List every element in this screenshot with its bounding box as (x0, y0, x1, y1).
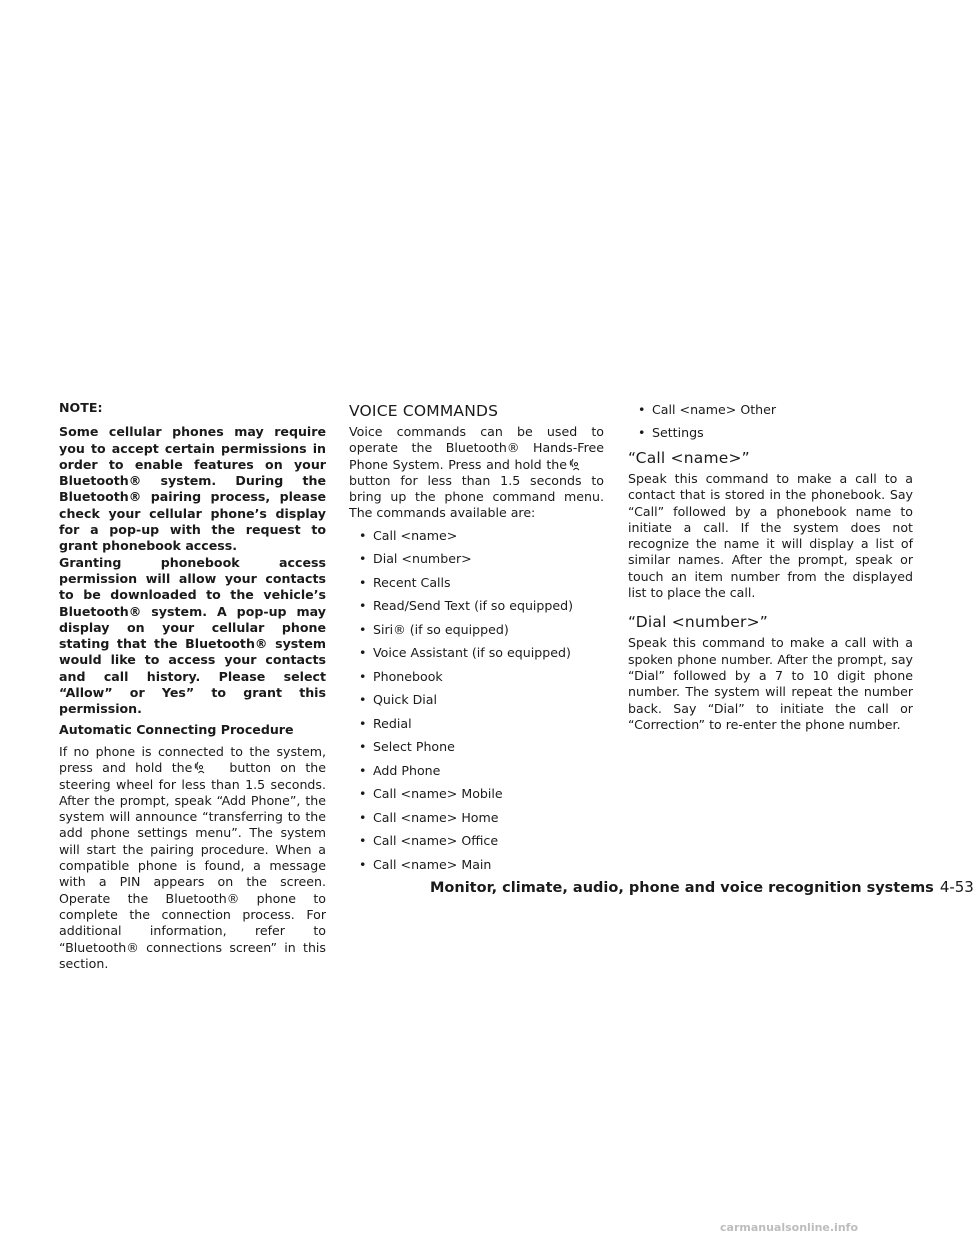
voice-command-label: Voice Assistant (if so equipped) (373, 645, 571, 661)
voice-command-item (638, 425, 913, 441)
voice-command-label: Read/Send Text (if so equipped) (373, 598, 574, 614)
intro-text-start: Voice commands can be used to operate the Bluetooth® Hands-Free Phone System. Press and hold the (349, 424, 604, 472)
voice-command-list-continued (628, 402, 913, 442)
page-footer (430, 877, 974, 896)
voice-command-item (359, 669, 604, 685)
bullet: • (359, 833, 367, 849)
page-number: 4-53 (939, 878, 974, 896)
voice-command-item (359, 763, 604, 779)
right-column (628, 400, 913, 733)
bullet: • (359, 621, 367, 637)
voice-command-item (359, 833, 604, 849)
dial-number-heading: “Dial <number>” (628, 613, 769, 632)
voice-command-item (359, 645, 604, 661)
voice-command-label: Call <name> Other (652, 402, 777, 417)
voice-command-label: Call <name> Mobile (373, 786, 503, 802)
voice-command-list (349, 528, 604, 873)
voice-command-label: Settings (652, 425, 704, 441)
bullet: • (359, 527, 367, 543)
voice-command-item (359, 810, 604, 826)
voice-command-item (359, 598, 604, 614)
voice-command-label: Dial <number> (373, 551, 472, 567)
bullet: • (359, 551, 367, 567)
bullet: • (359, 715, 367, 731)
voice-commands-heading: VOICE COMMANDS (349, 402, 499, 420)
voice-command-label: Call <name> Office (373, 833, 499, 849)
voice-command-item (359, 551, 604, 567)
voice-command-label: Call <name> Main (373, 856, 492, 872)
bullet: • (359, 574, 367, 590)
bullet: • (638, 402, 646, 417)
voice-talk-icon (568, 457, 582, 471)
voice-command-label: Siri® (if so equipped) (373, 621, 509, 637)
bullet: • (359, 762, 367, 778)
connecting-text-start: If no phone is connected to the system, press and hold the (59, 743, 326, 776)
voice-commands-intro (349, 424, 604, 522)
voice-command-label: Select Phone (373, 739, 455, 755)
voice-command-label: Phonebook (373, 668, 443, 684)
middle-column (349, 400, 604, 880)
voice-command-item (359, 857, 604, 873)
voice-command-item (359, 739, 604, 755)
bullet: • (359, 668, 367, 684)
bullet: • (359, 598, 367, 614)
watermark: carmanualsonline.info (720, 1221, 858, 1234)
voice-command-item (359, 786, 604, 802)
voice-command-label: Recent Calls (373, 574, 451, 590)
bullet: • (359, 692, 367, 708)
voice-command-label: Add Phone (373, 762, 441, 778)
call-name-text: Speak this command to make a call to a contact that is stored in the phonebook. Say “Call” followed by a phonebook name to initiate a call. If the system does not recognize the name it will display a list of similar names. After the prompt, speak or touch an item number from the displayed list to place the call. (628, 470, 913, 601)
intro-text-end: button for less than 1.5 seconds to bring up the phone command menu. The commands available are: (349, 472, 604, 521)
voice-command-item (359, 528, 604, 544)
call-name-heading: “Call <name>” (628, 448, 750, 467)
bullet: • (359, 856, 367, 872)
bullet: • (359, 809, 367, 825)
voice-command-item (359, 716, 604, 732)
voice-command-item (638, 402, 913, 418)
bullet: • (359, 739, 367, 755)
voice-command-label: Call <name> (373, 527, 458, 543)
voice-command-item (359, 692, 604, 708)
voice-command-label: Call <name> Home (373, 809, 499, 825)
voice-command-item (359, 575, 604, 591)
voice-command-label: Quick Dial (373, 692, 438, 708)
automatic-connecting-heading: Automatic Connecting Procedure (59, 721, 294, 737)
bullet: • (359, 645, 367, 661)
left-column (59, 400, 326, 972)
voice-command-item (359, 622, 604, 638)
voice-command-label: Redial (373, 715, 412, 731)
note-label: NOTE: (59, 400, 103, 415)
voice-talk-icon (193, 760, 207, 774)
automatic-connecting-text (59, 744, 326, 972)
note-permissions-text: Some cellular phones may require you to accept certain permissions in order to enable features on your Bluetooth® system. During the Bluetooth® pairing process, please check your cellular phone’s display for a pop-up with the request to grant phonebook access. (59, 424, 326, 554)
bullet: • (359, 786, 367, 802)
connecting-text-end: button on the steering wheel for less than 1.5 seconds. After the prompt, speak “Add Phone”, the system will announce “transferring to the add phone settings menu”. The system will start the pairing procedure. When a compatible phone is found, a message with a PIN appears on the screen. Operate the Bluetooth® phone to complete the connection process. For additional information, refer to “Bluetooth® connections screen” in this section. (59, 760, 326, 971)
note-phonebook-text: Granting phonebook access permission will allow your contacts to be downloaded to the vehicle’s Bluetooth® system. A pop-up may display on your cellular phone stating that the Bluetooth® system would like to access your contacts and call history. Please select “Allow” or Yes” to grant this permission. (59, 554, 326, 717)
bullet: • (638, 425, 646, 441)
footer-section-title: Monitor, climate, audio, phone and voice recognition systems (430, 880, 934, 896)
dial-number-text: Speak this command to make a call with a spoken phone number. After the prompt, say “Dial” followed by a 7 to 10 digit phone number. The system will repeat the number back. Say “Dial” to initiate the call or “Correction” to re-enter the phone number. (628, 635, 913, 732)
